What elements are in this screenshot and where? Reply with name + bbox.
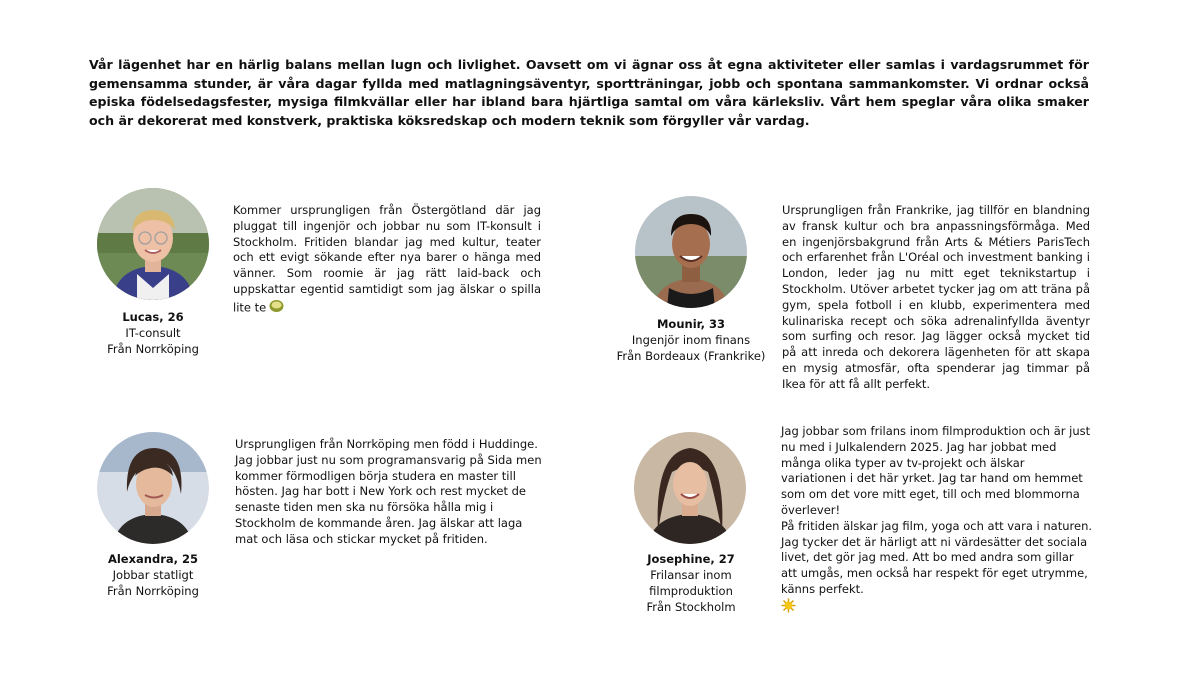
profile-name: Lucas, 26	[122, 310, 184, 324]
profile-origin: Från Norrköping	[107, 584, 199, 598]
profile-origin: Från Norrköping	[107, 342, 199, 356]
profile-role: IT-consult	[125, 326, 181, 340]
bio-text: Ursprungligen från Norrköping men född i Huddinge. Jag jobbar just nu som programansvarig på Sida men kommer förmodligen börja studera en master till hösten. Jag har bott i New York och rest mycket de senaste tiden men ska nu försöka hålla mig i Stockholm de kommande åren. Jag älskar att laga mat och läsa och stickar mycket på fritiden.	[235, 437, 542, 546]
profile-bio	[781, 424, 1093, 618]
sun-icon	[781, 598, 796, 618]
portrait-photo-icon	[97, 432, 209, 544]
profile-name: Mounir, 33	[656, 317, 726, 331]
profile-meta	[611, 551, 771, 615]
profile-bio	[235, 437, 543, 548]
profile-role: Jobbar statligt	[112, 568, 194, 582]
portrait-photo-icon	[635, 196, 747, 308]
avatar	[635, 196, 747, 308]
bio-paragraph: Jag jobbar som frilans inom filmproduktion och är just nu med i Julkalendern 2025. Jag har jobbat med många olika typer av tv-projekt och älskar variationen i det här yrket. Jag tar hand om hemmet som om det vore mitt eget, till och med blommorna överlever!	[781, 424, 1091, 517]
avatar	[634, 432, 746, 544]
profile-name: Josephine, 27	[647, 552, 735, 566]
profile-bio	[233, 203, 541, 318]
profile-meta	[73, 309, 233, 357]
profile-meta	[73, 551, 233, 599]
profile-role: Ingenjör inom finans	[631, 333, 751, 347]
bio-paragraph: På fritiden älskar jag film, yoga och att vara i naturen. Jag tycker det är härligt att ni värdesätter det sociala livet, det gör jag med. Att bo med andra som gillar att umgås, men också har respekt för eget utrymme, känns perfekt.	[781, 518, 1093, 596]
tea-cup-icon	[269, 298, 284, 318]
bio-text: Ursprungligen från Frankrike, jag tillför en blandning av fransk kultur och bra anpassningsförmåga. Med en ingenjörsbakgrund från Arts & Métiers ParisTech och erfarenhet från L'Oréal och investment banking i London, leder jag nu mitt eget teknikstartup i Stockholm. Utöver arbetet tycker jag om att träna på gym, spela fotboll i en klubb, experimentera med kulinariska recept och söka adrenalinfyllda äventyr som surfing och resor. Jag lägger också mycket tid på att inreda och dekorera lägenheten för att skapa en mysig atmosfär, ofta spenderar jag timmar på Ikea för att få allt perfekt.	[782, 203, 1090, 391]
avatar	[97, 188, 209, 300]
portrait-photo-icon	[634, 432, 746, 544]
profile-origin: Från Stockholm	[646, 600, 736, 614]
profile-bio	[782, 203, 1090, 393]
profile-role: Frilansar inom filmproduktion	[649, 568, 733, 598]
portrait-photo-icon	[97, 188, 209, 300]
intro-paragraph: Vår lägenhet har en härlig balans mellan lugn och livlighet. Oavsett om vi ägnar oss åt egna aktiviteter eller samlas i vardagsrummet för gemensamma stunder, är våra dagar fyllda med matlagningsäventyr, sportträningar, jobb och spontana sammankomster. Vi ordnar också episka födelsedagsfester, mysiga filmkvällar eller har ibland bara hjärtliga samtal om våra kärleksliv. Vårt hem speglar våra olika smaker och är dekorerat med konstverk, praktiska köksredskap och modern teknik som förgyller vår vardag.	[89, 57, 1089, 128]
profile-meta	[611, 316, 771, 364]
avatar	[97, 432, 209, 544]
bio-text: Kommer ursprungligen från Östergötland där jag pluggat till ingenjör och jobbar nu som IT-konsult i Stockholm. Fritiden blandar jag med kultur, teater och ett evigt sökande efter nya barer o hänga med vänner. Som roomie är jag rätt laid-back och uppskattar egentid samtidigt som jag älskar o spilla lite te	[233, 203, 541, 315]
profile-origin: Från Bordeaux (Frankrike)	[616, 349, 766, 363]
profile-name: Alexandra, 25	[107, 552, 199, 566]
